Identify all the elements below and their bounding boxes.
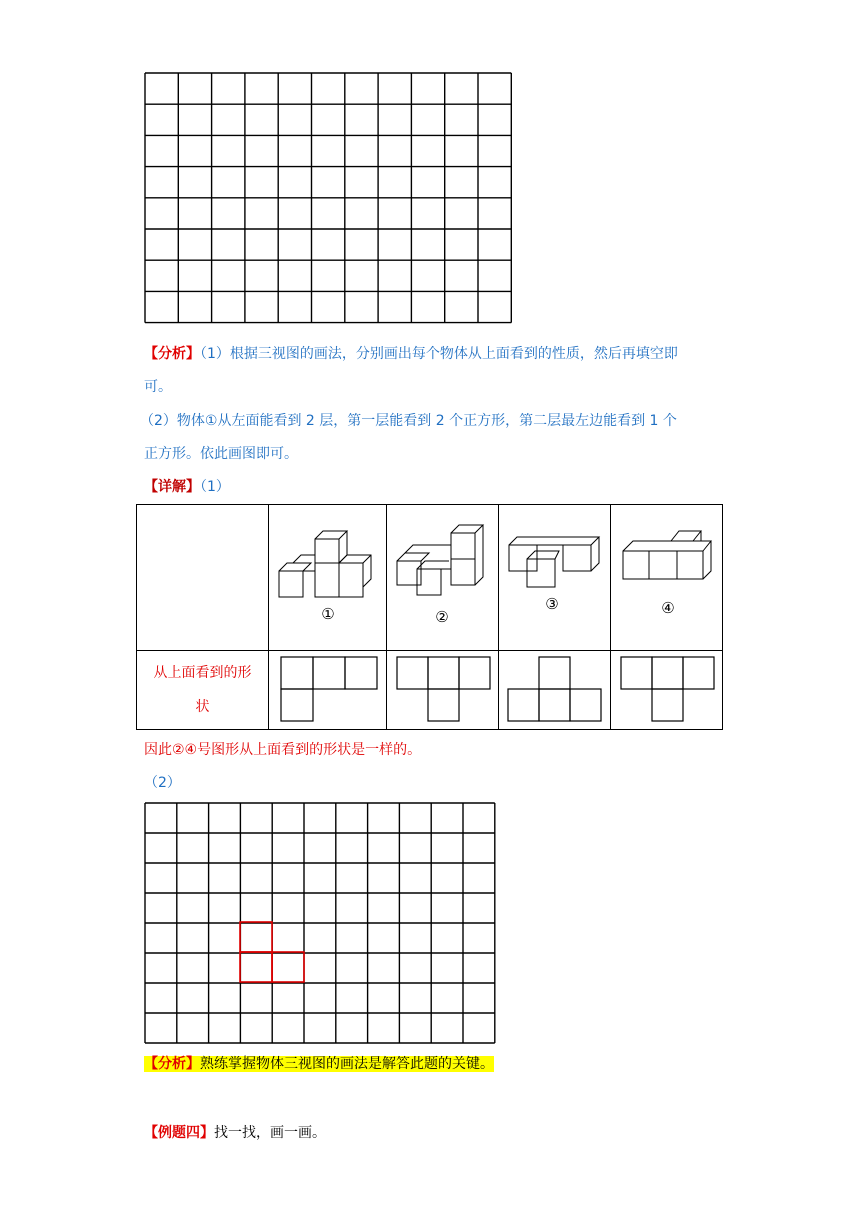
detail-tag: 【详解】 (144, 479, 200, 495)
cube-figure-2 (387, 505, 498, 650)
top-view-2 (387, 651, 498, 729)
table-row-objects (137, 505, 723, 651)
example-4-tag: 【例题四】 (144, 1125, 214, 1141)
object-number-1: ① (321, 605, 335, 623)
object-cell-2 (387, 505, 499, 651)
analysis-1-line4: 正方形。依此画图即可。 (144, 446, 298, 462)
conclusion-text: 因此②④号图形从上面看到的形状是一样的。 (144, 742, 422, 758)
empty-grid-top (144, 72, 513, 326)
example-4-heading: 【例题四】找一找，画一画。 (144, 1125, 326, 1141)
analysis-1-line2: 可。 (144, 379, 172, 395)
three-view-table (136, 504, 723, 730)
top-view-4 (611, 651, 722, 729)
analysis-tag: 【分析】 (144, 346, 200, 362)
part2-label: （2） (144, 775, 181, 791)
object-cell-4 (611, 505, 723, 651)
top-view-cell-2 (387, 651, 499, 730)
top-view-cell-3 (499, 651, 611, 730)
top-view-1 (269, 651, 386, 729)
answer-shape (240, 922, 304, 982)
top-view-3 (499, 651, 610, 729)
object-cell-3 (499, 505, 611, 651)
top-view-cell-1 (269, 651, 387, 730)
object-number-4: ④ (661, 599, 675, 617)
analysis-1-line1: 【分析】（1）根据三视图的画法，分别画出每个物体从上面看到的性质，然后再填空即 (144, 346, 678, 362)
cube-figure-3 (499, 505, 610, 650)
object-cell-1 (269, 505, 387, 651)
table-empty-cell (137, 505, 269, 651)
row-label-cell: 从上面看到的形 状 (137, 651, 269, 730)
object-number-3: ③ (545, 595, 559, 613)
detail-heading: 【详解】（1） (144, 479, 230, 495)
cube-figure-4 (611, 505, 722, 650)
analysis-1-line3: （2）物体①从左面能看到 2 层，第一层能看到 2 个正方形，第二层最左边能看到 1 个 (140, 413, 677, 429)
answer-grid (144, 802, 496, 1044)
analysis-2: 【分析】熟练掌握物体三视图的画法是解答此题的关键。 (144, 1056, 494, 1072)
object-number-2: ② (435, 608, 449, 626)
analysis-2-tag: 【分析】 (144, 1056, 200, 1072)
cube-figure-1 (269, 505, 386, 650)
top-view-cell-4 (611, 651, 723, 730)
table-row-top-views (137, 651, 723, 730)
